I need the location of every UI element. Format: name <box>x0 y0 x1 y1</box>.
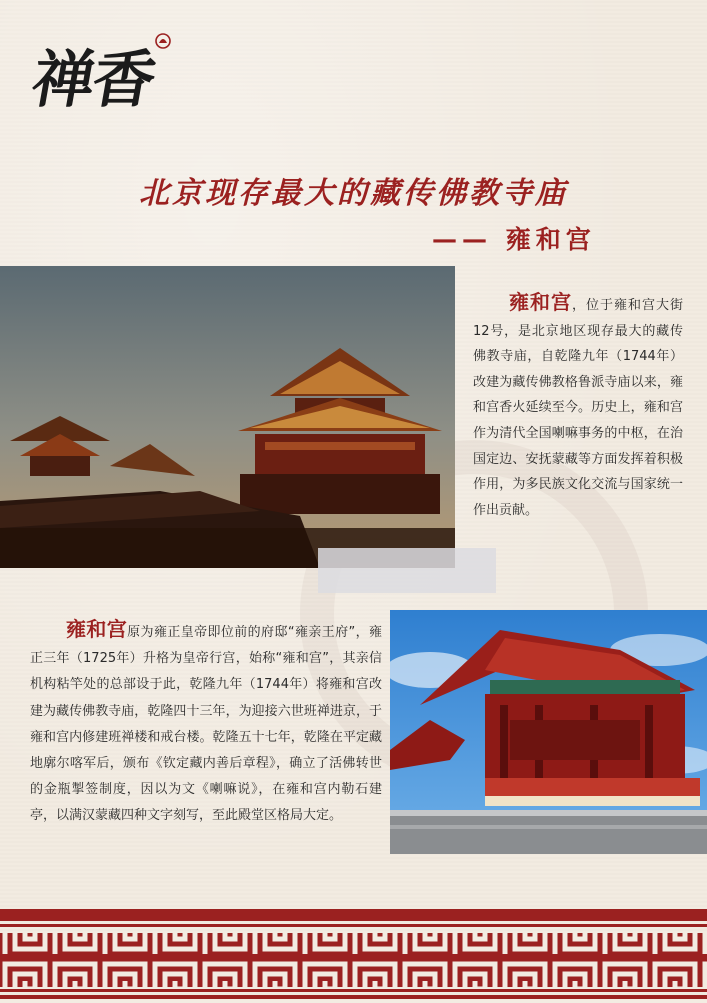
logo <box>26 30 184 130</box>
decorative-panel <box>318 548 496 593</box>
logo-text: 禅香 <box>26 43 160 116</box>
temple-photo-dusk <box>0 266 455 568</box>
section1-text <box>473 290 683 523</box>
page-subtitle: —— 雍和宫 <box>432 225 596 254</box>
seal-icon <box>154 32 172 50</box>
section2-body: 原为雍正皇帝即位前的府邸“雍亲王府”，雍正三年（1725年）升格为皇帝行宫，始称“雍和宫”，其亲信机构粘竿处的总部设于此，乾隆九年（1744年）将雍和宫改建为藏传佛教寺庙，乾隆四十三年，为迎接六世班禅进京，于雍和宫内修建班禅楼和戒台楼。乾隆五十七年，乾隆在平定藏地廓尔喀军后，颁布《钦定藏内善后章程》，确立了活佛转世的金瓶掣签制度，因以为文《喇嘛说》，在雍和宫内勒石建亭，以满汉蒙藏四种文字刻写，至此殿堂区格局大定。 <box>30 625 382 824</box>
section1-lead: 雍和宫 <box>509 290 572 314</box>
section1-body: ，位于雍和宫大街12号，是北京地区现存最大的藏传佛教寺庙，自乾隆九年（1744年）改建为藏传佛教格鲁派寺庙以来，雍和宫香火延续至今。历史上，雍和宫作为清代全国喇嘛事务的中枢，在治国定边、安抚蒙藏等方面发挥着积极作用，为多民族文化交流与国家统一作出贡献。 <box>473 298 683 518</box>
section2-lead: 雍和宫 <box>66 617 128 641</box>
fret-border <box>0 909 707 999</box>
temple-photo-sky <box>390 610 707 854</box>
section2-text <box>30 616 382 830</box>
page-title: 北京现存最大的藏传佛教寺庙 <box>139 176 568 211</box>
